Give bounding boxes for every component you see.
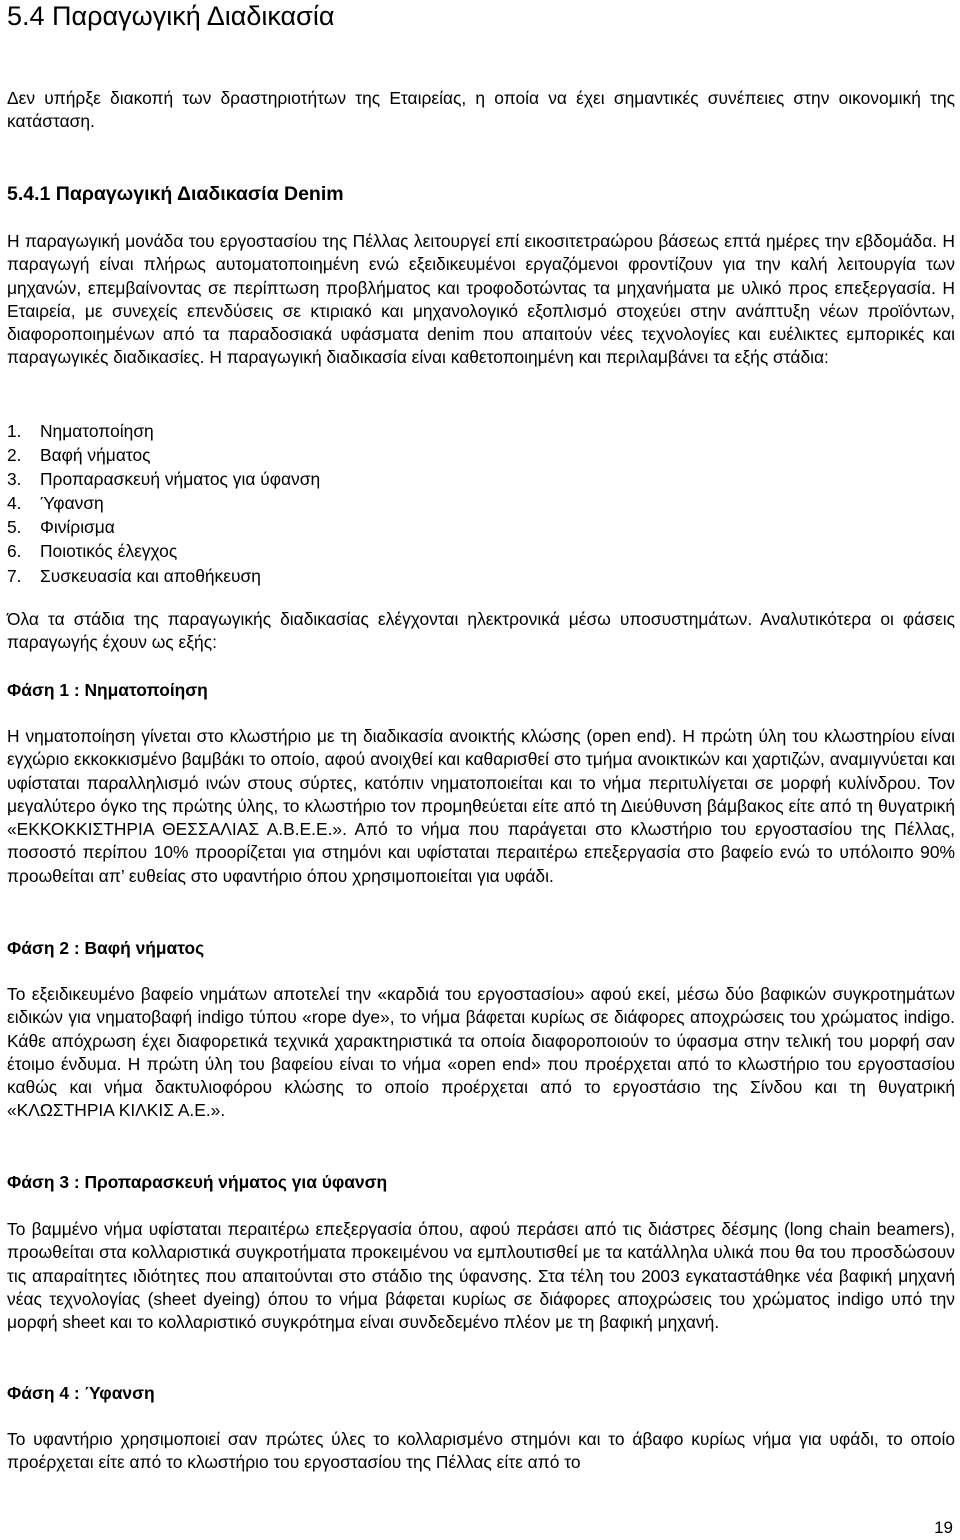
- phase-2-title: Φάση 2 : Βαφή νήματος: [7, 938, 205, 958]
- list-item-label: Φινίρισμα: [40, 517, 115, 538]
- list-item-number: 4.: [7, 493, 22, 514]
- phase-1-text: Η νηματοποίηση γίνεται στο κλωστήριο με τη διαδικασία ανοικτής κλώσης (open end). Η πρώτη ύλη του κλωστηρίου είναι εγχώριο εκκοκκισμένο βαμβάκι το οποίο, αφού ανοιχθεί και καθαρισθεί στο τμήμα ανοικτικών και χαρτιζών, αναμιγνύεται και υφίσταται παραλληλισμό ινών στους σύρτες, κατόπιν νηματοποιείται και το νήμα περιτυλίγεται σε μορφή κυλίνδρου. Τον μεγαλύτερο όγκο της πρώτης ύλης, το κλωστήριο τον προμηθεύεται είτε από τη Διεύθυνση βάμβακος είτε από τη θυγατρική «ΕΚΚΟΚΚΙΣΤΗΡΙΑ ΘΕΣΣΑΛΙΑΣ Α.Β.Ε.Ε.». Από το νήμα που παράγεται στο κλωστήριο του εργοστασίου της Πέλλας, ποσοστό περίπου 10% προορίζεται για στημόνι και υφίσταται περαιτέρω επεξεργασία στο βαφείο ενώ το υπόλοιπο 90% προωθείται απ’ ευθείας στο υφαντήριο όπου χρησιμοποιείται για υφάδι.: [7, 726, 955, 886]
- list-item-number: 1.: [7, 421, 22, 441]
- stages-summary: Όλα τα στάδια της παραγωγικής διαδικασίας ελέγχονται ηλεκτρονικά μέσω υποσυστημάτων. Αναλυτικότερα οι φάσεις παραγωγής έχουν ως εξής:: [7, 609, 955, 653]
- list-item-number: 6.: [7, 541, 22, 562]
- subsection-title: 5.4.1 Παραγωγική Διαδικασία Denim: [7, 183, 344, 205]
- list-item: [7, 419, 320, 443]
- list-item-label: Προπαρασκευή νήματος για ύφανση: [40, 469, 321, 490]
- section-intro: Δεν υπήρξε διακοπή των δραστηριοτήτων της Εταιρείας, η οποία να έχει σημαντικές συνέπειες στην οικονομική της κατάσταση.: [7, 88, 955, 132]
- list-item-number: 7.: [7, 565, 22, 586]
- list-item-number: 2.: [7, 445, 22, 466]
- list-item: [7, 443, 320, 467]
- list-item-number: 3.: [7, 469, 22, 490]
- list-item: [7, 564, 320, 588]
- phase-4-text: Το υφαντήριο χρησιμοποιεί σαν πρώτες ύλες το κολλαρισμένο στημόνι και το άβαφο κυρίως νήμα για υφάδι, το οποίο προέρχεται είτε από το κλωστήριο του εργοστασίου της Πέλλας είτε από το: [7, 1429, 955, 1473]
- list-item: [7, 491, 320, 515]
- phase-2-text: Το εξειδικευμένο βαφείο νημάτων αποτελεί την «καρδιά του εργοστασίου» αφού εκεί, μέσω δύο βαφικών συγκροτημάτων ειδικών για νηματοβαφή indigo τύπου «rope dye», το νήμα βάφεται κυρίως σε διάφορες αποχρώσεις του χρώματος indigo. Κάθε απόχρωση έχει διαφορετικά τεχνικά χαρακτηριστικά τα οποία διαφοροποιούν το ύφασμα στην τελική του μορφή σαν έτοιμο ένδυμα. Η πρώτη ύλη του βαφείου είναι το νήμα «open end» που προέρχεται από το κλωστήριο του εργοστασίου καθώς και νήμα δακτυλιοφόρου κλώσης το οποίο προέρχεται από το εργοστάσιο της Σίνδου και τη θυγατρική «ΚΛΩΣΤΗΡΙΑ ΚΙΛΚΙΣ Α.Ε.».: [7, 984, 955, 1121]
- stages-list: [7, 419, 320, 588]
- list-item: [7, 515, 320, 539]
- section-title: 5.4 Παραγωγική Διαδικασία: [7, 1, 335, 31]
- page-number: 19: [934, 1518, 953, 1537]
- list-item: [7, 467, 320, 491]
- phase-3-title: Φάση 3 : Προπαρασκευή νήματος για ύφανση: [7, 1172, 388, 1192]
- list-item-label: Συσκευασία και αποθήκευση: [40, 565, 261, 586]
- list-item-label: Ποιοτικός έλεγχος: [40, 541, 178, 562]
- list-item-label: Νηματοποίηση: [40, 421, 154, 441]
- list-item-label: Βαφή νήματος: [40, 445, 151, 466]
- list-item-number: 5.: [7, 517, 22, 538]
- subsection-paragraph: Η παραγωγική μονάδα του εργοστασίου της Πέλλας λειτουργεί επί εικοσιτετραώρου βάσεως επτά ημέρες την εβδομάδα. Η παραγωγή είναι πλήρως αυτοματοποιημένη ενώ εξειδικευμένοι εργαζόμενοι φροντίζουν για την καλή λειτουργία των μηχανών, επεμβαίνοντας σε περίπτωση προβλήματος και τροφοδοτώντας τα μηχανήματα με υλικό προς επεξεργασία. Η Εταιρεία, με συνεχείς επενδύσεις σε κτιριακό και μηχανολογικό εξοπλισμό στοχεύει στην ανάπτυξη νέων προϊόντων, διαφοροποιημένων από τα παραδοσιακά υφάσματα denim που απαιτούν νέες τεχνολογίες και ευέλικτες εμπορικές και παραγωγικές διαδικασίες. Η παραγωγική διαδικασία είναι καθετοποιημένη και περιλαμβάνει τα εξής στάδια:: [7, 231, 955, 368]
- phase-3-text: Το βαμμένο νήμα υφίσταται περαιτέρω επεξεργασία όπου, αφού περάσει από τις διάστρες δέσμης (long chain beamers), προωθείται στα κολλαριστικά συγκροτήματα προκειμένου να εμπλουτισθεί με τα κατάλληλα υλικά που θα του προσδώσουν τις απαραίτητες ιδιότητες που απαιτούνται στο στάδιο της ύφανσης. Στα τέλη του 2003 εγκαταστάθηκε νέα βαφική μηχανή νέας τεχνολογίας (sheet dyeing) όπου το νήμα βάφεται κυρίως σε διάφορες αποχρώσεις του χρώματος indigo υπό την μορφή sheet και το κολλαριστικό συγκρότημα είναι συνδεδεμένο πλέον με τη βαφική μηχανή.: [7, 1219, 955, 1333]
- list-item: [7, 539, 320, 563]
- list-item-label: Ύφανση: [40, 493, 104, 514]
- phase-4-title: Φάση 4 : Ύφανση: [7, 1383, 155, 1403]
- phase-1-title: Φάση 1 : Νηματοποίηση: [7, 680, 208, 700]
